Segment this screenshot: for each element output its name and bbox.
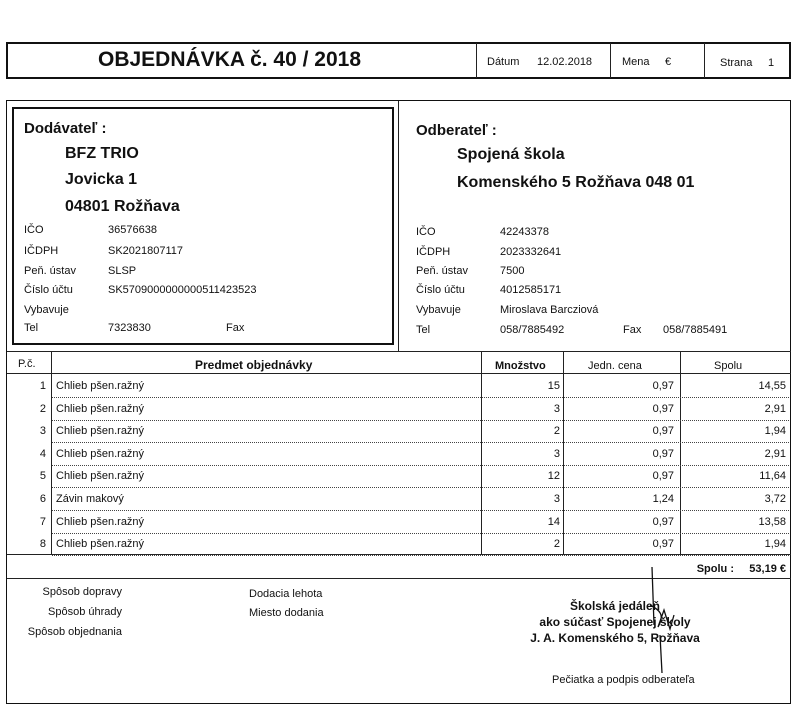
customer-field-value: 058/7885492	[500, 324, 565, 336]
customer-field-label: Peň. ústav	[416, 265, 468, 277]
row-separator	[52, 420, 789, 421]
row-separator	[52, 555, 789, 556]
row-separator	[52, 465, 789, 466]
row-separator	[52, 397, 789, 398]
transport-label: Spôsob dopravy	[42, 586, 122, 598]
date-value: 12.02.2018	[537, 56, 593, 68]
row-separator	[52, 533, 789, 534]
row-total: 11,64	[759, 470, 786, 483]
col-header-price: Jedn. cena	[588, 360, 642, 372]
row-item: Chlieb pšen.ražný	[56, 538, 145, 551]
row-quantity: 2	[553, 425, 560, 438]
delivery-term-label: Dodacia lehota	[249, 588, 323, 600]
row-unit-price: 0,97	[652, 538, 674, 551]
row-number: 4	[39, 447, 46, 460]
row-quantity: 12	[547, 470, 560, 483]
customer-field-label: Tel	[416, 324, 431, 336]
supplier-field-value: 36576638	[108, 224, 157, 236]
row-number: 7	[39, 515, 46, 528]
customer-field-value: Miroslava Barcziová	[500, 304, 599, 316]
row-total: 3,72	[764, 493, 786, 505]
supplier-box	[12, 107, 394, 345]
col-header-no: P.č.	[18, 358, 36, 370]
supplier-field-value: SK5709000000000511423523	[108, 284, 257, 296]
row-item: Chlieb pšen.ražný	[56, 447, 145, 460]
supplier-field-label: Tel	[24, 322, 39, 334]
row-unit-price: 0,97	[652, 515, 674, 528]
supplier-heading: Dodávateľ :	[24, 120, 107, 137]
row-unit-price: 0,97	[652, 470, 674, 483]
col-header-total: Spolu	[714, 360, 743, 372]
row-number: 3	[39, 425, 46, 438]
customer-field-value: 42243378	[500, 226, 549, 238]
supplier-field-label: Peň. ústav	[24, 265, 76, 277]
col-header-qty: Množstvo	[495, 360, 546, 372]
customer-field-label: IČO	[416, 226, 436, 238]
customer-fax-value: 058/7885491	[663, 324, 728, 336]
row-number: 2	[39, 402, 46, 415]
supplier-field-label: IČO	[24, 224, 44, 236]
row-unit-price: 1,24	[652, 493, 674, 505]
row-item: Chlieb pšen.ražný	[56, 402, 145, 415]
sum-value: 53,19 €	[749, 563, 786, 575]
row-item: Chlieb pšen.ražný	[56, 515, 145, 528]
page-label: Strana	[720, 57, 753, 69]
signature-icon	[630, 565, 690, 675]
supplier-field-label: IČDPH	[24, 245, 59, 257]
row-quantity: 3	[553, 493, 560, 505]
delivery-place-label: Miesto dodania	[249, 607, 324, 619]
row-item: Chlieb pšen.ražný	[56, 380, 145, 392]
row-unit-price: 0,97	[652, 447, 674, 460]
row-unit-price: 0,97	[652, 425, 674, 438]
stamp-line-3: J. A. Komenského 5, Rožňava	[530, 631, 700, 645]
row-total: 2,91	[764, 402, 786, 415]
supplier-field-value: 7323830	[108, 322, 151, 334]
supplier-name: BFZ TRIO	[65, 145, 139, 162]
customer-fax-label: Fax	[623, 324, 642, 336]
row-number: 5	[39, 470, 46, 483]
date-label: Dátum	[487, 56, 520, 68]
stamp-line-2: ako súčasť Spojenej školy	[539, 615, 691, 629]
customer-heading: Odberateľ :	[416, 122, 497, 139]
customer-field-label: Číslo účtu	[416, 284, 465, 296]
row-unit-price: 0,97	[652, 380, 674, 392]
supplier-field-label: Vybavuje	[24, 304, 69, 316]
supplier-field-value: SLSP	[108, 265, 137, 277]
row-separator	[52, 510, 789, 511]
supplier-street: Jovicka 1	[65, 171, 138, 188]
row-quantity: 3	[553, 447, 560, 460]
sum-label: Spolu :	[696, 563, 734, 575]
row-number: 1	[39, 380, 46, 392]
row-total: 13,58	[758, 515, 786, 528]
row-item: Chlieb pšen.ražný	[56, 470, 145, 483]
order-method-label: Spôsob objednania	[27, 626, 122, 638]
signature-label: Pečiatka a podpis odberateľa	[552, 674, 695, 686]
currency-value: €	[665, 56, 672, 68]
customer-field-label: Vybavuje	[416, 304, 461, 316]
customer-field-value: 4012585171	[500, 284, 562, 296]
currency-label: Mena	[622, 56, 650, 68]
supplier-field-value: SK2021807117	[108, 245, 184, 257]
row-separator	[52, 442, 789, 443]
row-number: 8	[39, 538, 46, 551]
page-value: 1	[768, 57, 775, 69]
row-total: 1,94	[764, 538, 786, 551]
customer-field-value: 2023332641	[500, 246, 562, 258]
row-unit-price: 0,97	[652, 402, 674, 415]
customer-field-value: 7500	[500, 265, 525, 277]
row-quantity: 15	[547, 380, 560, 392]
customer-field-label: IČDPH	[416, 246, 451, 258]
row-item: Chlieb pšen.ražný	[56, 425, 145, 438]
supplier-field-label: Číslo účtu	[24, 284, 73, 296]
row-separator	[52, 487, 789, 488]
document-title: OBJEDNÁVKA č. 40 / 2018	[98, 48, 362, 71]
payment-label: Spôsob úhrady	[48, 606, 122, 618]
supplier-fax-label: Fax	[226, 322, 245, 334]
row-quantity: 3	[553, 402, 560, 415]
row-quantity: 14	[547, 515, 560, 528]
supplier-city: 04801 Rožňava	[65, 198, 180, 215]
row-quantity: 2	[553, 538, 560, 551]
customer-name: Spojená škola	[457, 146, 565, 163]
row-number: 6	[39, 493, 46, 505]
col-header-item: Predmet objednávky	[195, 358, 313, 372]
stamp-line-1: Školská jedáleň	[569, 599, 661, 613]
row-total: 14,55	[758, 380, 786, 392]
row-total: 1,94	[764, 425, 786, 438]
row-item: Závin makový	[56, 493, 124, 505]
customer-address: Komenského 5 Rožňava 048 01	[457, 174, 695, 191]
row-total: 2,91	[764, 447, 786, 460]
